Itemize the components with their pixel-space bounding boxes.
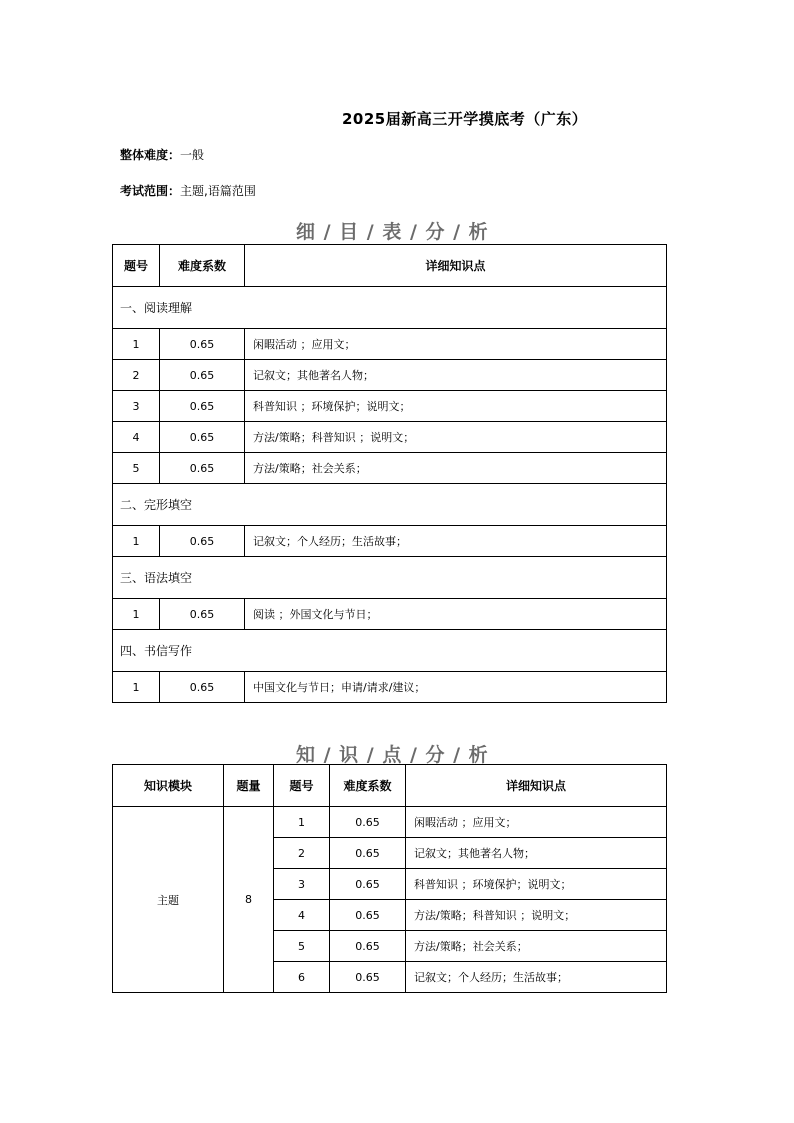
question-no: 5 [274,931,330,962]
scope-label: 考试范围： [120,184,181,198]
section-row [113,630,667,672]
knowledge-module: 主题 [113,807,224,993]
scope-line [120,182,256,199]
table-row [113,672,667,703]
knowledge-detail: 方法/策略；社会关系； [406,931,667,962]
table-row [113,807,667,838]
difficulty-coef: 0.65 [330,807,406,838]
table-row [113,329,667,360]
knowledge-detail: 记叙文；其他著名人物； [406,838,667,869]
question-no: 4 [274,900,330,931]
question-no: 5 [113,453,160,484]
difficulty-coef: 0.65 [330,838,406,869]
question-count: 8 [224,807,274,993]
knowledge-detail: 方法/策略；科普知识 ；说明文； [245,422,667,453]
header-difficulty: 难度系数 [330,765,406,807]
knowledge-detail: 记叙文；个人经历；生活故事； [245,526,667,557]
header-detail: 详细知识点 [245,245,667,287]
breakdown-table [112,244,667,703]
knowledge-detail: 科普知识 ；环境保护；说明文； [245,391,667,422]
section-title: 三、语法填空 [113,557,667,599]
table1-header-row [113,245,667,287]
header-question-no: 题号 [113,245,160,287]
difficulty-coef: 0.65 [160,672,245,703]
knowledge-detail: 方法/策略；社会关系； [245,453,667,484]
difficulty-coef: 0.65 [160,526,245,557]
knowledge-detail: 闲暇活动 ；应用文； [245,329,667,360]
header-detail: 详细知识点 [406,765,667,807]
table-row [113,360,667,391]
difficulty-value: 一般 [180,148,205,162]
section-title: 四、书信写作 [113,630,667,672]
difficulty-coef: 0.65 [330,962,406,993]
table-row [113,422,667,453]
difficulty-label: 整体难度： [120,148,181,162]
knowledge-detail: 记叙文；个人经历；生活故事； [406,962,667,993]
question-no: 1 [113,526,160,557]
table2-heading: 知 / 识 / 点 / 分 / 析 [296,744,489,766]
difficulty-coef: 0.65 [160,391,245,422]
difficulty-coef: 0.65 [160,599,245,630]
question-no: 1 [113,329,160,360]
table1-heading: 细 / 目 / 表 / 分 / 析 [296,221,489,243]
section-title: 二、完形填空 [113,484,667,526]
section-title: 一、阅读理解 [113,287,667,329]
section-row [113,287,667,329]
difficulty-coef: 0.65 [330,900,406,931]
question-no: 1 [274,807,330,838]
document-title: 2025届新高三开学摸底考（广东） [342,110,588,128]
knowledge-detail: 闲暇活动 ；应用文； [406,807,667,838]
table-row [113,599,667,630]
header-difficulty: 难度系数 [160,245,245,287]
section-row [113,557,667,599]
table-row [113,391,667,422]
knowledge-detail: 科普知识 ；环境保护；说明文； [406,869,667,900]
header-module: 知识模块 [113,765,224,807]
knowledge-detail: 方法/策略；科普知识 ；说明文； [406,900,667,931]
knowledge-detail: 阅读 ；外国文化与节日； [245,599,667,630]
difficulty-coef: 0.65 [330,931,406,962]
difficulty-coef: 0.65 [160,329,245,360]
question-no: 3 [274,869,330,900]
header-question-no: 题号 [274,765,330,807]
knowledge-table [112,764,667,993]
table-row [113,453,667,484]
question-no: 6 [274,962,330,993]
difficulty-coef: 0.65 [330,869,406,900]
difficulty-line [120,146,204,163]
table2-header-row [113,765,667,807]
question-no: 2 [113,360,160,391]
knowledge-detail: 中国文化与节日；申请/请求/建议； [245,672,667,703]
question-no: 3 [113,391,160,422]
question-no: 1 [113,672,160,703]
question-no: 4 [113,422,160,453]
section-row [113,484,667,526]
table-row [113,526,667,557]
difficulty-coef: 0.65 [160,360,245,391]
difficulty-coef: 0.65 [160,422,245,453]
question-no: 2 [274,838,330,869]
header-count: 题量 [224,765,274,807]
knowledge-detail: 记叙文；其他著名人物； [245,360,667,391]
scope-value: 主题,语篇范围 [180,184,256,198]
difficulty-coef: 0.65 [160,453,245,484]
question-no: 1 [113,599,160,630]
